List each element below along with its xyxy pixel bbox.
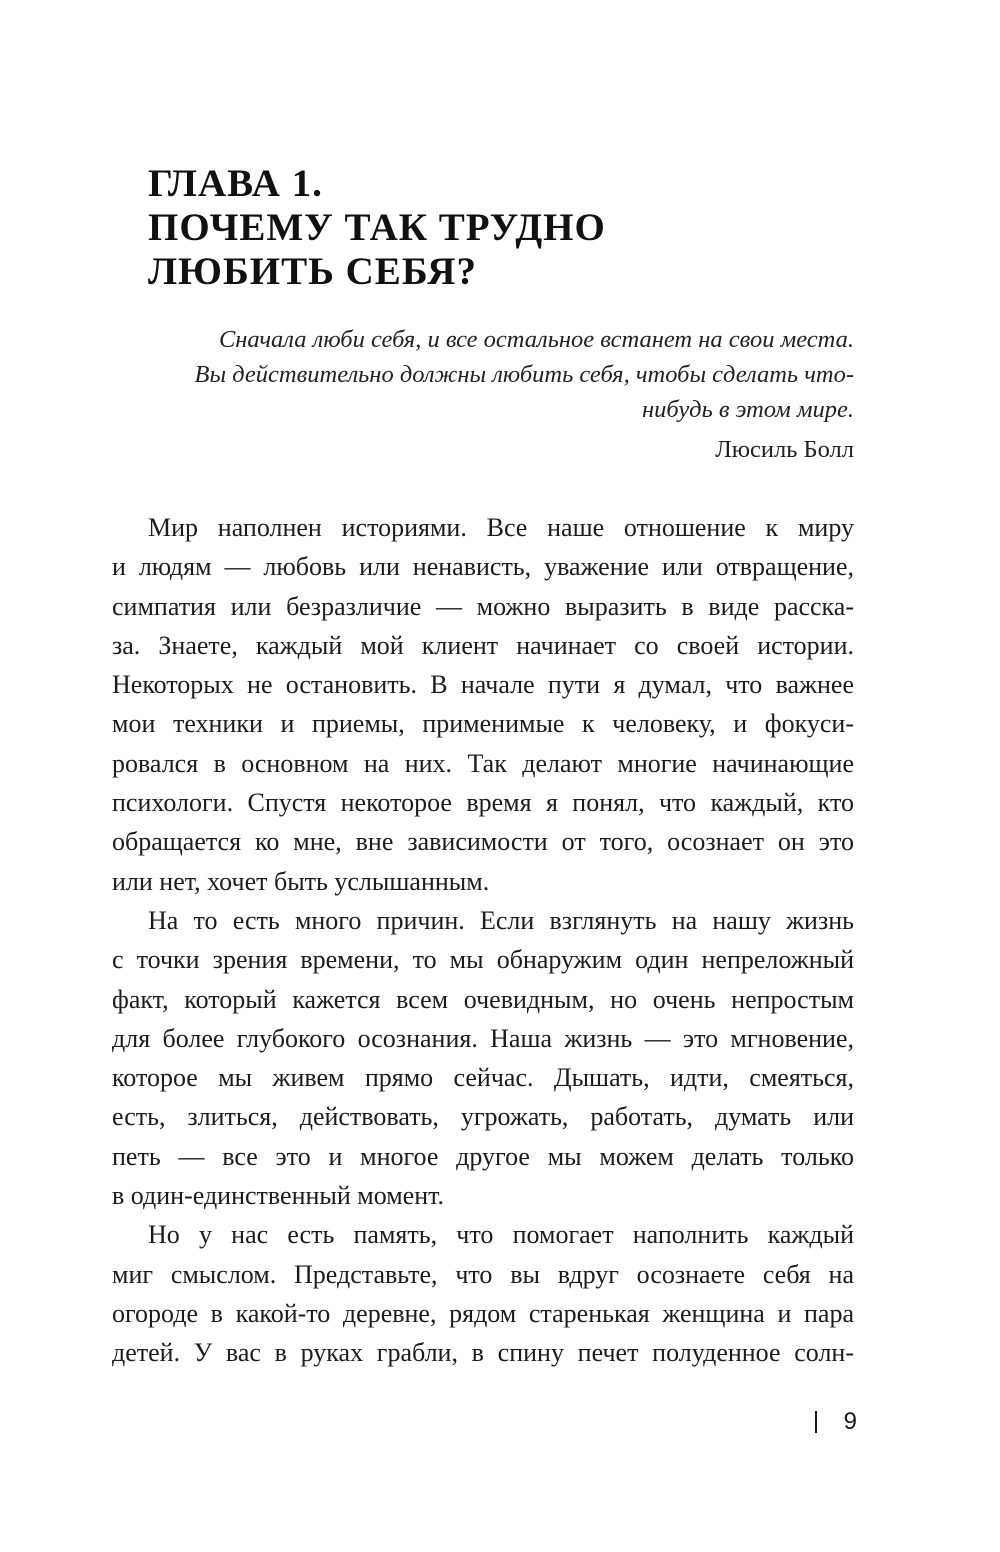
- chapter-title-line: ГЛАВА 1.: [148, 162, 323, 205]
- text-line: факт, который кажется всем очевидным, но очень непростым: [112, 984, 854, 1014]
- epigraph-quote: [148, 322, 854, 427]
- text-line: огороде в какой-то деревне, рядом старенькая женщина и пара: [112, 1298, 854, 1328]
- text-line: обращается ко мне, вне зависимости от того, осознает он это: [112, 827, 854, 857]
- body-text: [112, 508, 854, 1373]
- text-line: за. Знаете, каждый мой клиент начинает со своей истории.: [112, 630, 854, 660]
- text-line: есть, злиться, действовать, угрожать, работать, думать или: [112, 1102, 854, 1132]
- text-line: в один-единственный момент.: [112, 1181, 445, 1211]
- text-line: которое мы живем прямо сейчас. Дышать, идти, смеяться,: [112, 1063, 854, 1093]
- text-line: симпатия или безразличие — можно выразить в виде расска-: [112, 591, 854, 621]
- epigraph-line: нибудь в этом мире.: [641, 396, 854, 423]
- text-line: миг смыслом. Представьте, что вы вдруг осознаете себя на: [112, 1259, 854, 1289]
- text-line: Но у нас есть память, что помогает наполнить каждый: [148, 1220, 854, 1250]
- paragraph: [112, 508, 854, 901]
- paragraph: [112, 901, 854, 1215]
- text-line: На то есть много причин. Если взглянуть на нашу жизнь: [148, 905, 854, 935]
- page-number: [815, 1405, 857, 1439]
- page-number-rule: [815, 1411, 817, 1433]
- text-line: петь — все это и многое другое мы можем делать только: [112, 1141, 854, 1171]
- text-line: и людям — любовь или ненависть, уважение или отвращение,: [112, 552, 854, 582]
- page-number-value: 9: [843, 1408, 857, 1435]
- text-line: для более глубокого осознания. Наша жизнь — это мгновение,: [112, 1023, 854, 1053]
- text-line: детей. У вас в руках грабли, в спину печет полуденное солн-: [112, 1338, 854, 1368]
- chapter-title-line: ПОЧЕМУ ТАК ТРУДНО: [148, 206, 606, 249]
- epigraph-line: Вы действительно должны любить себя, чтобы сделать что-: [194, 361, 854, 388]
- epigraph-author: Люсиль Болл: [715, 436, 854, 463]
- text-line: Некоторых не остановить. В начале пути я думал, что важнее: [112, 670, 854, 700]
- chapter-title-line: ЛЮБИТЬ СЕБЯ?: [148, 250, 477, 293]
- text-line: мои техники и приемы, применимые к человеку, и фокуси-: [112, 709, 854, 739]
- text-line: ровался в основном на них. Так делают многие начинающие: [112, 748, 854, 778]
- text-line: Мир наполнен историями. Все наше отношение к миру: [148, 513, 854, 542]
- text-line: с точки зрения времени, то мы обнаружим один непреложный: [112, 945, 854, 975]
- paragraph: [112, 1215, 854, 1372]
- text-line: психологи. Спустя некоторое время я понял, что каждый, кто: [112, 788, 854, 818]
- chapter-title: [148, 162, 868, 294]
- text-line: или нет, хочет быть услышанным.: [112, 866, 490, 896]
- epigraph-line: Сначала люби себя, и все остальное встанет на свои места.: [218, 326, 854, 353]
